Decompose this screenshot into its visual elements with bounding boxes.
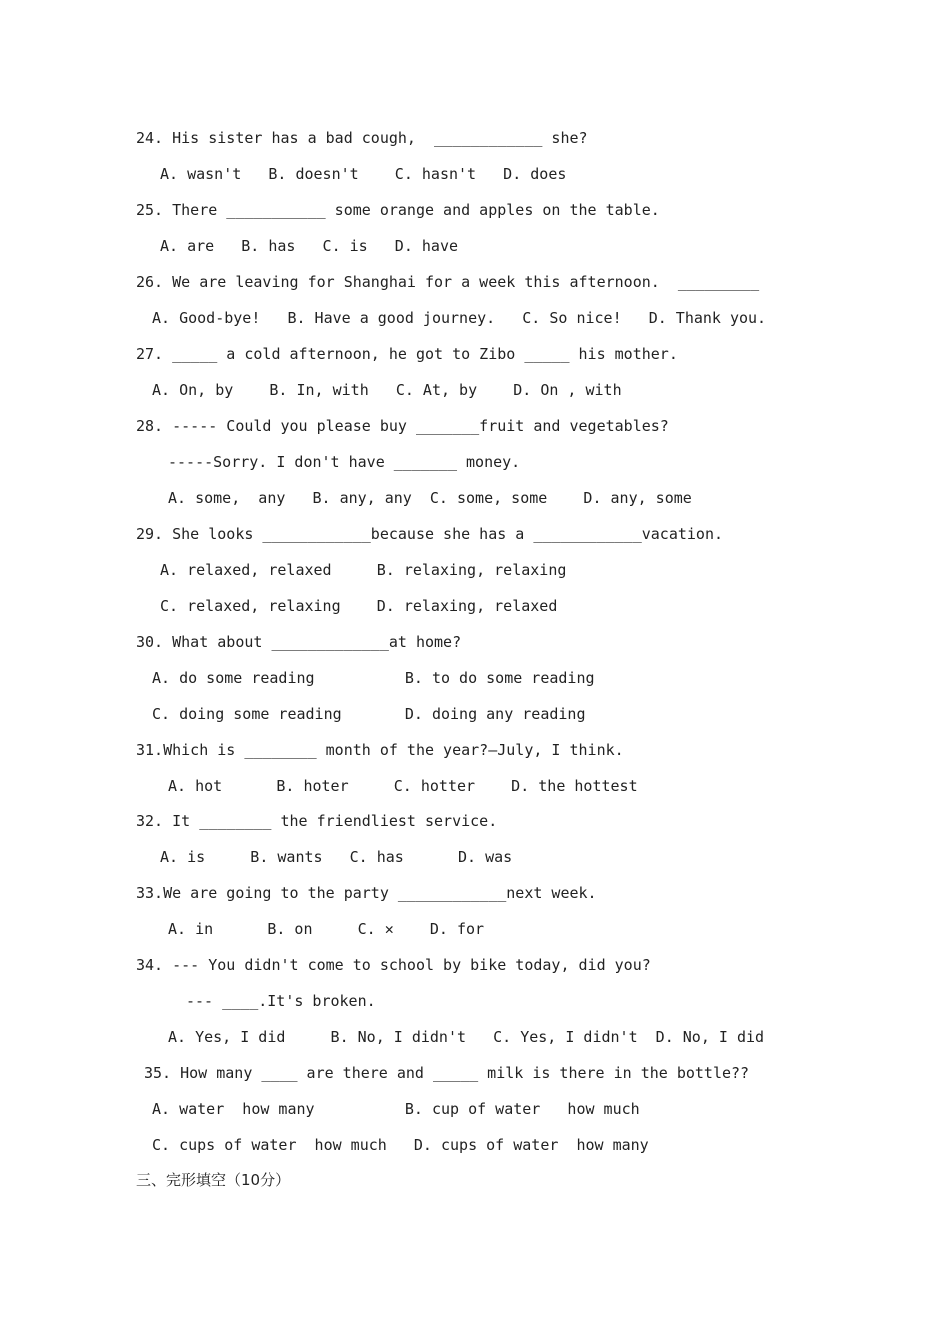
question-29-options-cd: C. relaxed, relaxing D. relaxing, relaxed [160,597,558,615]
question-35-options-cd: C. cups of water how much D. cups of water how many [152,1136,649,1154]
question-26-options: A. Good-bye! B. Have a good journey. C. So nice! D. Thank you. [152,309,767,327]
question-32-stem: 32. It ________ the friendliest service. [136,812,498,830]
question-24-options: A. wasn't B. doesn't C. hasn't D. does [160,165,567,183]
question-33-stem: 33.We are going to the party ____________next week. [136,884,597,902]
question-34-stem: 34. --- You didn't come to school by bike today, did you? [136,956,651,974]
question-31-options: A. hot B. hoter C. hotter D. the hottest [168,777,638,795]
question-28-stem: 28. ----- Could you please buy _______fruit and vegetables? [136,417,669,435]
question-33-options: A. in B. on C. ✕ D. for [168,920,485,938]
question-30-options-cd: C. doing some reading D. doing any reading [152,705,586,723]
question-31-stem: 31.Which is ________ month of the year?—July, I think. [136,741,624,759]
question-25-options: A. are B. has C. is D. have [160,237,459,255]
question-29-options-ab: A. relaxed, relaxed B. relaxing, relaxing [160,561,567,579]
question-27-stem: 27. _____ a cold afternoon, he got to Zibo _____ his mother. [136,345,678,363]
question-29-stem: 29. She looks ____________because she has a ____________vacation. [136,525,723,543]
question-25-stem: 25. There ___________ some orange and apples on the table. [136,201,660,219]
section-heading: 三、完形填空（10分） [136,1171,291,1189]
question-35-stem: 35. How many ____ are there and _____ milk is there in the bottle?? [144,1064,750,1082]
question-28-reply: -----Sorry. I don't have _______ money. [168,453,521,471]
question-32-options: A. is B. wants C. has D. was [160,848,513,866]
question-27-options: A. On, by B. In, with C. At, by D. On , with [152,381,622,399]
question-24-stem: 24. His sister has a bad cough, ____________ she? [136,129,588,147]
question-34-reply: --- ____.It's broken. [186,992,376,1010]
question-30-stem: 30. What about _____________at home? [136,633,462,651]
question-35-options-ab: A. water how many B. cup of water how much [152,1100,640,1118]
question-30-options-ab: A. do some reading B. to do some reading [152,669,595,687]
question-26-stem: 26. We are leaving for Shanghai for a week this afternoon. _________ [136,273,760,291]
question-28-options: A. some, any B. any, any C. some, some D. any, some [168,489,692,507]
question-34-options: A. Yes, I did B. No, I didn't C. Yes, I didn't D. No, I did [168,1028,765,1046]
